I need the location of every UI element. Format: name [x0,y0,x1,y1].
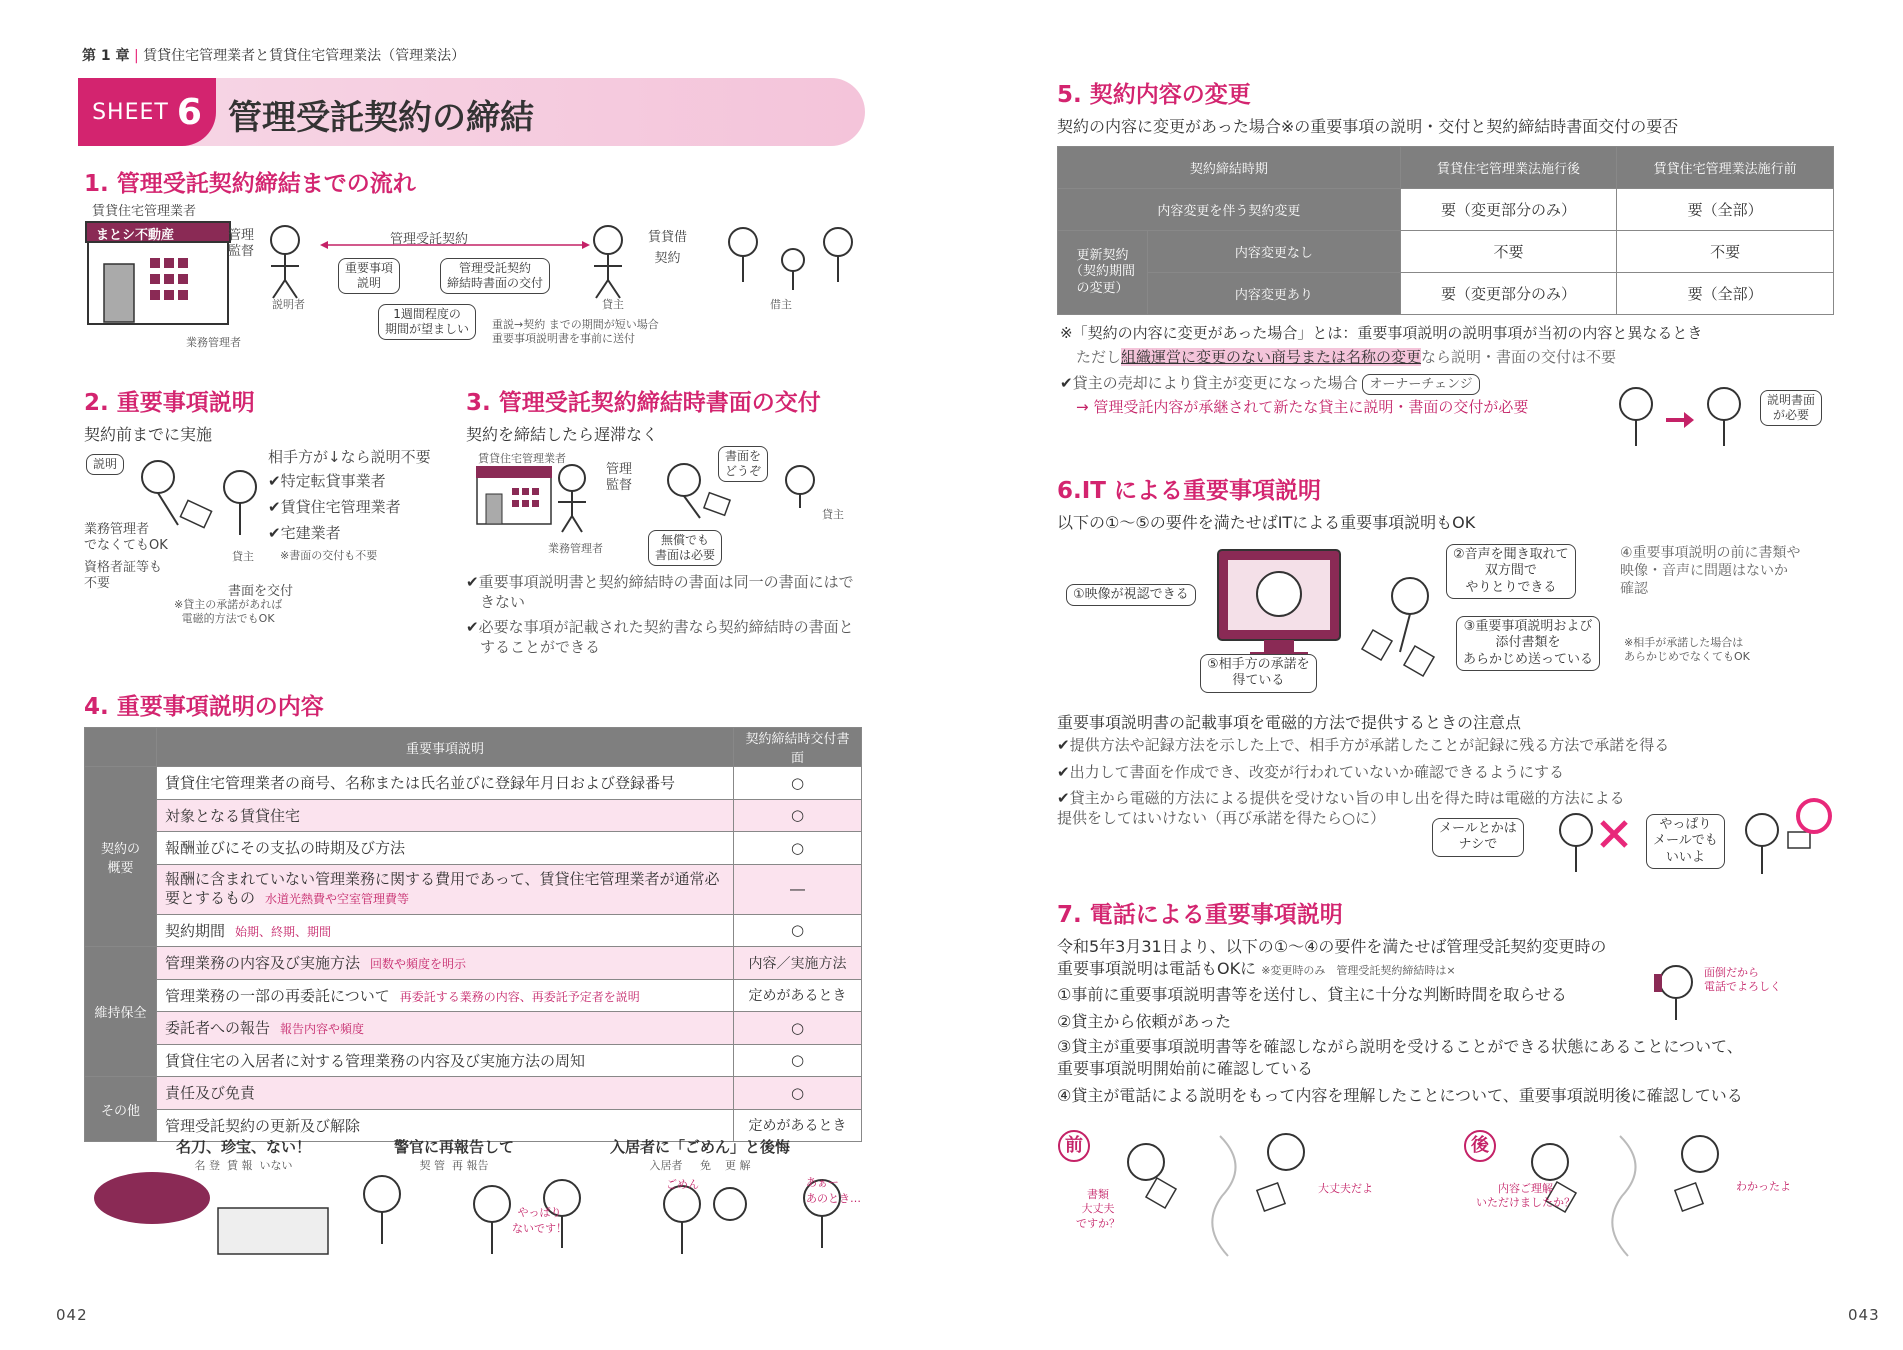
table-header-matters: 重要事項説明 [157,728,734,767]
table-cell: 要（全部） [1617,273,1834,315]
table-cell: 不要 [1617,231,1834,273]
it-condition-5: ⑤相手方の承諾を 得ている [1200,654,1317,693]
table-cell: 要（変更部分のみ） [1400,273,1617,315]
accept-illustration [1736,796,1836,878]
it-condition-3-note: ※相手が承諾した場合は あらかじめでなくてもOK [1624,636,1750,664]
group-summary: 契約の 概要 [85,767,157,947]
table-mark: ○ [734,1012,862,1045]
table-header: 賃貸住宅管理業法施行後 [1400,147,1617,189]
s1-contract: 管理受託契約 [390,232,469,247]
s3-point: ✔重要事項説明書と契約締結時の書面は同一の書面にはできない [466,573,854,612]
table-mark: 定めがあるとき [734,1109,862,1142]
table-cell: 賃貸住宅管理業者の商号、名称または氏名並びに登録年月日および登録番号 [157,767,734,800]
s5-note-3: ✔貸主の売却により貸主が変更になった場合 オーナーチェンジ [1060,372,1480,393]
s2-small-note: ※書面の交付も不要 [280,549,378,562]
s6-bubble-no-mail: メールとかは ナシで [1432,818,1524,857]
before-mark: 前 [1058,1130,1090,1162]
table-header-blank [85,728,157,767]
it-condition-2: ②音声を聞き取れて 双方間で やりとりできる [1446,544,1576,599]
table-header-row [1058,147,1834,189]
table-header-row [85,728,862,767]
s7-point: ④貸主が電話による説明をもって内容を理解したことについて、重要事項説明後に確認している [1057,1086,1743,1106]
section-1-title: 1. 管理受託契約締結までの流れ [84,171,416,197]
owner-figure [588,222,628,302]
table-row [85,1012,862,1045]
s2-exempt-item: ✔宅建業者 [268,524,341,542]
s7-lead-2: 重要事項説明は電話もOKに ※変更時のみ 管理受託契約締結時は× [1057,959,1456,978]
table-row [85,864,862,914]
table-cell: 責任及び免責 [157,1077,734,1110]
section-3-title: 3. 管理受託契約締結時書面の交付 [466,390,821,416]
table-row [85,832,862,865]
s7-after-voice-2: わかったよ [1736,1180,1791,1193]
table-mark: 定めがあるとき [734,979,862,1012]
s7-after-voice-1: 内容ご理解 いただけましたか？ [1476,1182,1575,1210]
mnemonic-1: 名刀、珍宝、ない！ 名 登 賃 報 いない [176,1138,312,1172]
s6-bubble-mail-ok: やっぱり メールでも いいよ [1646,814,1725,869]
table-row [85,979,862,1012]
table-mark: ○ [734,1044,862,1077]
table-row-label: 内容変更を伴う契約変更 [1058,189,1401,231]
after-mark: 後 [1464,1130,1496,1162]
table-row [85,947,862,980]
group-other: その他 [85,1077,157,1142]
table-row-label: 内容変更あり [1148,273,1401,315]
s6-subtitle: 重要事項説明書の記載事項を電磁的方法で提供するときの注意点 [1057,713,1522,732]
contract-arrow [320,240,590,250]
section-4-title: 4. 重要事項説明の内容 [84,694,324,720]
s7-before-voice-1: 書類 大丈夫 ですか？ [1076,1188,1120,1230]
s6-point: ✔提供方法や記録方法を示した上で、相手方が承諾したことが記録に残る方法で承諾を得る [1057,736,1670,754]
table-header-document: 契約締結時交付書面 [734,728,862,767]
section-2-title: 2. 重要事項説明 [84,390,255,416]
s5-bubble: 説明書面 が必要 [1760,390,1822,426]
s2-doc: 書面を交付 [228,584,294,599]
page-number-right: 043 [1848,1306,1880,1324]
s1-lease: 賃貸借 契約 [648,230,688,266]
s2-exempt-item: ✔賃貸住宅管理業者 [268,498,401,516]
s1-bubble-explain: 重要事項 説明 [338,258,400,294]
monitor-icon [1214,546,1344,666]
group-maintenance: 維持保全 [85,947,157,1077]
s1-bubble-period: 1週間程度の 期間が望ましい [378,304,476,340]
s1-explainer: 説明者 [272,298,305,311]
sheet-tab: SHEET 6 [78,78,216,146]
mnemonic-3: 入居者に「ごめん」と後悔 入居者 免 更 解 [610,1138,791,1172]
chapter-header: 第 1 章 | 賃貸住宅管理業者と賃貸住宅管理業法（管理業法） [82,48,466,64]
mnemonic-2: 警官に再報告して 契 管 再 報告 [394,1138,515,1172]
table-header: 契約締結時期 [1058,147,1401,189]
s7-voice: 面倒だから 電話でよろしく [1704,966,1781,994]
table-mark: 内容／実施方法 [734,947,862,980]
contract-change-table [1057,146,1834,315]
s3-point: ✔必要な事項が記載された契約書なら契約締結時の書面とすることができる [466,617,854,656]
s2-bubble: 説明 [86,454,124,475]
s3-worker: 業務管理者 [548,542,603,555]
page-number-left: 042 [56,1306,88,1324]
s7-points [1057,982,1847,1106]
s3-office-illustration [474,464,554,526]
section-6-title: 6.IT による重要事項説明 [1057,478,1321,504]
section-5-title: 5. 契約内容の変更 [1057,82,1251,108]
s2-lead: 契約前までに実施 [84,425,213,444]
s6-lead: 以下の①〜⑤の要件を満たせばITによる重要事項説明もOK [1057,513,1476,532]
table-mark: ○ [734,914,862,947]
s1-kanri: 管理 監督 [228,228,255,259]
table-cell: 契約期間 始期、終期、期間 [157,914,734,947]
phone-owner-illustration [1648,960,1702,1022]
table-row [1058,231,1834,273]
mnemonic-illustration [82,1168,872,1260]
s7-point: ②貸主から依頼があった [1057,1012,1232,1031]
s1-company: 賃貸住宅管理業者 [92,204,197,219]
it-condition-3: ③重要事項説明および 添付書類を あらかじめ送っている [1456,616,1600,671]
s1-tenant: 借主 [770,298,792,311]
table-mark: ○ [734,832,862,865]
s6-point: ✔出力して書面を作成でき、改変が行われていないか確認できるようにする [1057,763,1564,781]
s5-note-1: ※「契約の内容に変更があった場合」とは：重要事項説明の説明事項が当初の内容と異なるとき [1060,324,1703,342]
s1-worker-label: 業務管理者 [186,336,241,349]
table-row [85,1077,862,1110]
table-row [85,799,862,832]
table-cell: 賃貸住宅の入居者に対する管理業務の内容及び実施方法の周知 [157,1044,734,1077]
sheet-title: 管理受託契約の締結 [228,98,534,138]
s2-owner: 貸主 [232,550,254,563]
s3-company: 賃貸住宅管理業者 [478,452,566,465]
s3-lead: 契約を締結したら遅滞なく [466,425,659,444]
table-row [85,914,862,947]
voice-3: あぁー あのとき… [806,1176,861,1205]
s3-worker-figure [552,462,592,536]
s1-bubble-document: 管理受託契約 締結時書面の交付 [440,258,550,294]
s2-condition: 相手方が↓なら説明不要 [268,448,431,466]
s3-owner-figure [780,462,820,508]
table-cell: 委託者への報告 報告内容や頻度 [157,1012,734,1045]
table-cell: 要（変更部分のみ） [1400,189,1617,231]
it-condition-4: ④重要事項説明の前に書類や 映像・音声に問題はないか 確認 [1620,545,1801,598]
table-cell: 報酬に含まれていない管理業務に関する費用であって、賃貸住宅管理業者が通常必要とするもの 水道光熱費や空室管理費等 [157,864,734,914]
s7-point: ③貸主が重要事項説明書等を確認しながら説明を受けることができる状態にあることについて、 重要事項説明開始前に確認している [1057,1037,1743,1078]
table-header: 賃貸住宅管理業法施行前 [1617,147,1834,189]
table-cell: 対象となる賃貸住宅 [157,799,734,832]
s2-doc-note: ※貸主の承諾があれば 電磁的方法でもOK [174,598,283,626]
important-matters-table [84,727,862,1142]
table-row-label: 内容変更なし [1148,231,1401,273]
table-cell: 不要 [1400,231,1617,273]
s7-lead-1: 令和5年3月31日より、以下の①〜④の要件を満たせば管理受託契約変更時の [1057,937,1607,956]
table-cell: 管理業務の内容及び実施方法 回数や頻度を明示 [157,947,734,980]
s3-points [466,572,866,657]
shop-sign: まとシ不動産 [96,228,175,243]
table-mark: ○ [734,767,862,800]
s3-owner: 貸主 [822,508,844,521]
table-cell: 報酬並びにその支払の時期及び方法 [157,832,734,865]
section-7-title: 7. 電話による重要事項説明 [1057,902,1343,928]
voice-1: やっぱり ないです！ [512,1206,567,1235]
table-row [85,1044,862,1077]
it-owner-illustration [1360,572,1450,682]
s5-lead: 契約の内容に変更があった場合※の重要事項の説明・交付と契約締結時書面交付の要否 [1057,117,1679,136]
s5-note-2: ただし組織運営に変更のない商号または名称の変更なら説明・書面の交付は不要 [1076,348,1617,366]
table-cell: 管理業務の一部の再委託について 再委託する業務の内容、再委託予定者を説明 [157,979,734,1012]
s3-bubble-free: 無償でも 書面は必要 [648,530,722,566]
it-condition-1: ①映像が視認できる [1066,584,1196,606]
s1-owner: 貸主 [602,298,624,311]
s5-note-4: → 管理受託内容が承継されて新たな貸主に説明・書面の交付が必要 [1076,398,1529,416]
explainer-figure [265,222,305,302]
table-mark: ○ [734,799,862,832]
table-mark: ― [734,864,862,914]
refuse-illustration [1552,806,1632,876]
s1-note: 重説→契約 までの期間が短い場合 重要事項説明書を事前に送付 [492,318,659,346]
s7-point: ①事前に重要事項説明書等を送付し、貸主に十分な判断時間を取らせる [1057,985,1567,1004]
table-row [1058,273,1834,315]
s2-exempt-list [268,470,401,563]
s3-kanri: 管理 監督 [606,462,633,493]
voice-2: ごめん [666,1178,699,1191]
s6-point: ✔貸主から電磁的方法による提供を受けない旨の申し出を得た時は電磁的方法による 提供をしてはいけない（再び承諾を得たら○に） [1057,789,1625,828]
s2-left-note-2: 資格者証等も 不要 [84,560,163,591]
table-row [1058,189,1834,231]
s2-left-note-1: 業務管理者 でなくてもOK [84,522,168,553]
table-group-label: 更新契約 （契約期間 の変更） [1058,231,1148,315]
s7-before-voice-2: 大丈夫だよ [1318,1182,1373,1195]
table-row [85,767,862,800]
owner-change-illustration [1614,380,1764,450]
tenant-family-illustration [718,220,868,300]
table-cell: 管理受託契約の更新及び解除 [157,1109,734,1142]
s2-exempt-item: ✔特定転貸事業者 [268,472,386,490]
table-mark: ○ [734,1077,862,1110]
s3-bubble-document: 書面を どうぞ [718,446,768,482]
table-cell: 要（全部） [1617,189,1834,231]
